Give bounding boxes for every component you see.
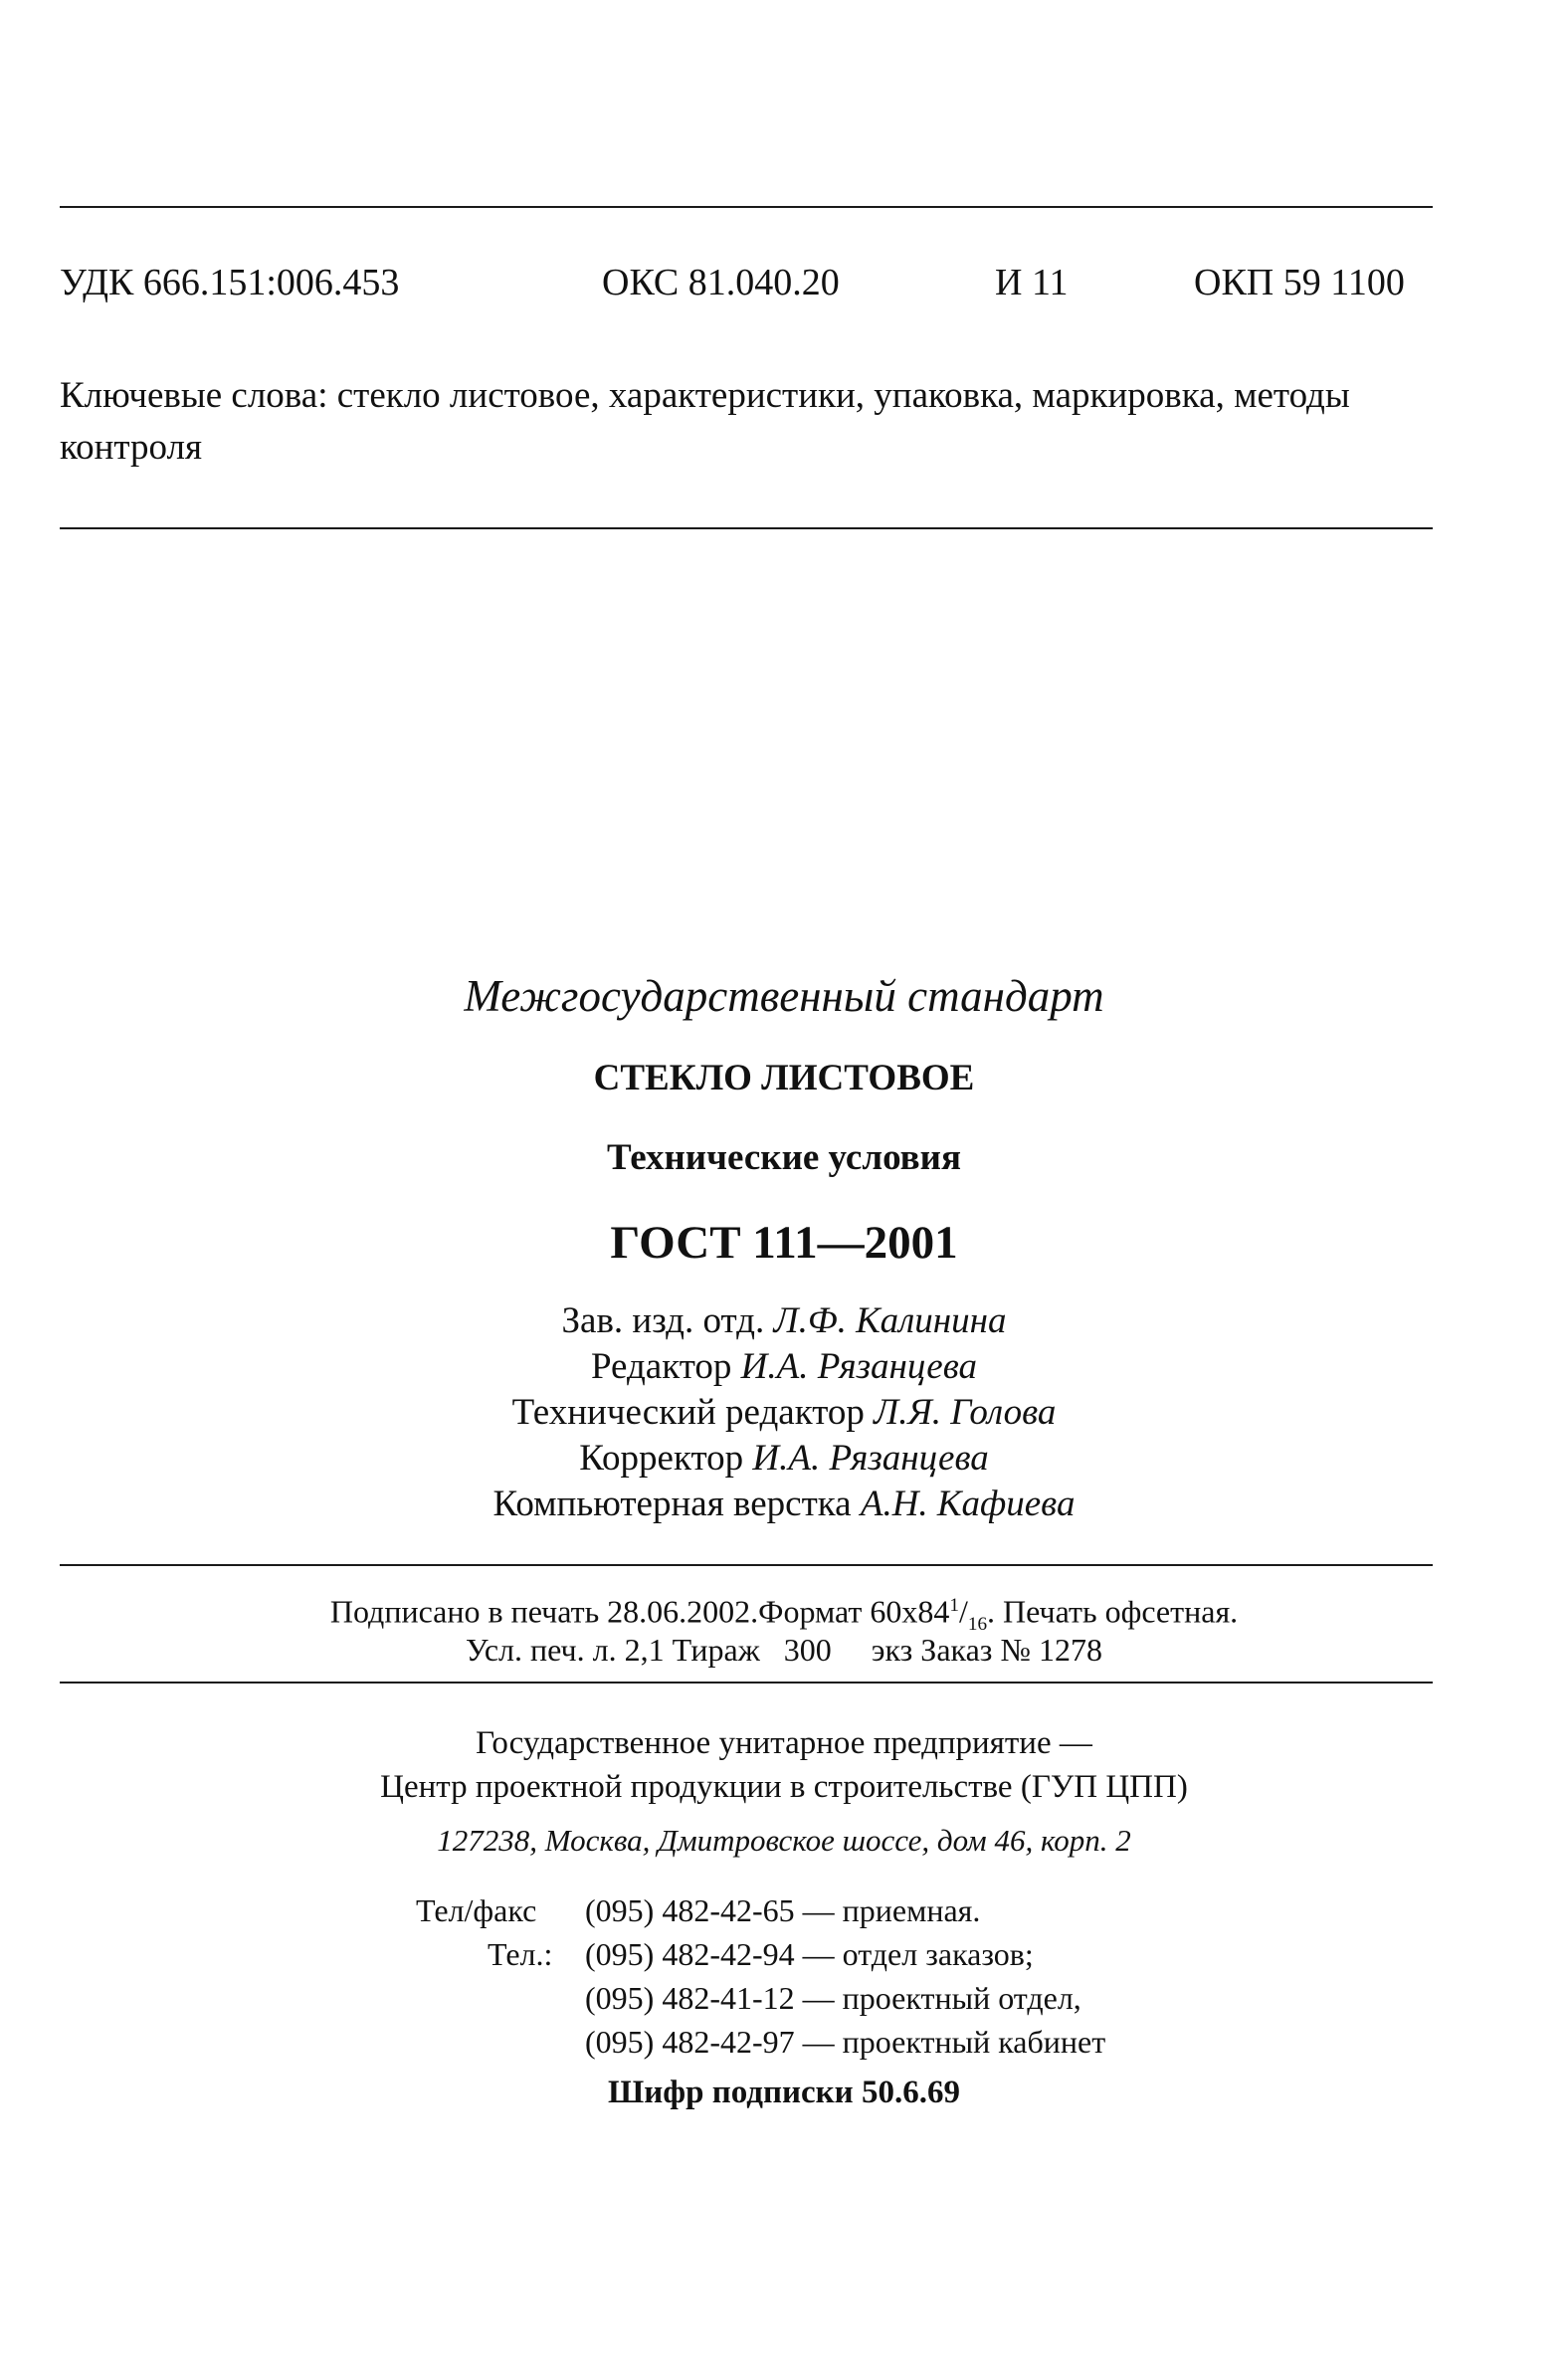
phone-line: (095) 482-42-97 — проектный кабинет — [585, 2024, 1106, 2060]
publisher-line2: Центр проектной продукции в строительстве (ГУП ЦПП) — [380, 1769, 1188, 1805]
tel-label: Тел.: — [488, 1936, 553, 1972]
udk-code: УДК 666.151:006.453 — [60, 262, 400, 303]
publisher-line1: Государственное унитарное предприятие — — [476, 1725, 1092, 1761]
classification-codes — [60, 261, 1433, 310]
okp-code: ОКП 59 1100 — [1194, 262, 1405, 303]
fax-number: (095) 482-42-65 — приемная. — [585, 1892, 981, 1928]
fax-label: Тел/факс — [416, 1892, 537, 1928]
subscription-code: Шифр подписки 50.6.69 — [608, 2075, 960, 2110]
phone-line: (095) 482-41-12 — проектный отдел, — [585, 1980, 1081, 2016]
credits-block — [0, 1298, 1568, 1527]
standard-number: ГОСТ 111—2001 — [610, 1217, 958, 1269]
publisher-address: 127238, Москва, Дмитровское шоссе, дом 46, корп. 2 — [437, 1823, 1131, 1858]
standard-title: СТЕКЛО ЛИСТОВОЕ — [593, 1058, 975, 1098]
credit-line: Технический редактор Л.Я. Голова — [511, 1392, 1057, 1433]
oks-code: ОКС 81.040.20 — [602, 262, 840, 303]
keywords: Ключевые слова: стекло листовое, характеристики, упаковка, маркировка, методы контроля — [60, 375, 1350, 468]
print-info-line2: Усл. печ. л. 2,1 Тираж 300 экз Заказ № 1278 — [466, 1632, 1102, 1668]
phone-line: (095) 482-42-94 — отдел заказов; — [585, 1936, 1034, 1972]
credit-line: Редактор И.А. Рязанцева — [590, 1346, 978, 1387]
credit-line: Корректор И.А. Рязанцева — [579, 1438, 989, 1479]
credits-rule — [60, 1564, 1433, 1566]
credit-line: Зав. изд. отд. Л.Ф. Калинина — [561, 1300, 1007, 1341]
print-info-rule — [60, 1682, 1433, 1684]
top-rule — [60, 206, 1433, 208]
keywords-rule — [60, 527, 1433, 529]
print-info-line1: Подписано в печать 28.06.2002.Формат $60х84^1/_{16}$. Печать офсетная. — [329, 1593, 1239, 1636]
standard-subtitle: Технические условия — [607, 1137, 961, 1178]
standard-kind: Межгосударственный стандарт — [464, 971, 1104, 1021]
index-code: И 11 — [995, 262, 1069, 303]
credit-line: Компьютерная верстка А.Н. Кафиева — [492, 1484, 1076, 1524]
